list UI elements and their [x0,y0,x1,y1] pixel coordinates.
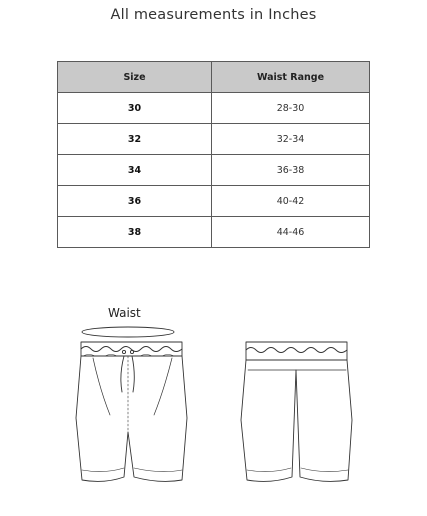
table-row [58,186,370,217]
size-cell: 34 [58,155,212,186]
table-header-row [58,62,370,93]
size-cell: 38 [58,217,212,248]
page-title: All measurements in Inches [110,7,317,23]
waist-range-cell: 44-46 [212,217,370,248]
shorts-front-view [76,342,187,481]
size-cell: 30 [58,93,212,124]
table-row [58,124,370,155]
waist-range-cell: 36-38 [212,155,370,186]
waist-range-cell: 32-34 [212,124,370,155]
shorts-back-view [241,342,352,481]
waist-range-cell: 40-42 [212,186,370,217]
size-cell: 36 [58,186,212,217]
table-row [58,155,370,186]
waist-measure-ellipse [82,327,174,337]
waist-range-cell: 28-30 [212,93,370,124]
waist-label: Waist [108,306,141,320]
size-chart-table [57,61,370,248]
size-cell: 32 [58,124,212,155]
shorts-diagram [0,320,427,500]
table-row [58,217,370,248]
table-row [58,93,370,124]
column-header-size: Size [58,62,212,93]
column-header-waist-range: Waist Range [212,62,370,93]
